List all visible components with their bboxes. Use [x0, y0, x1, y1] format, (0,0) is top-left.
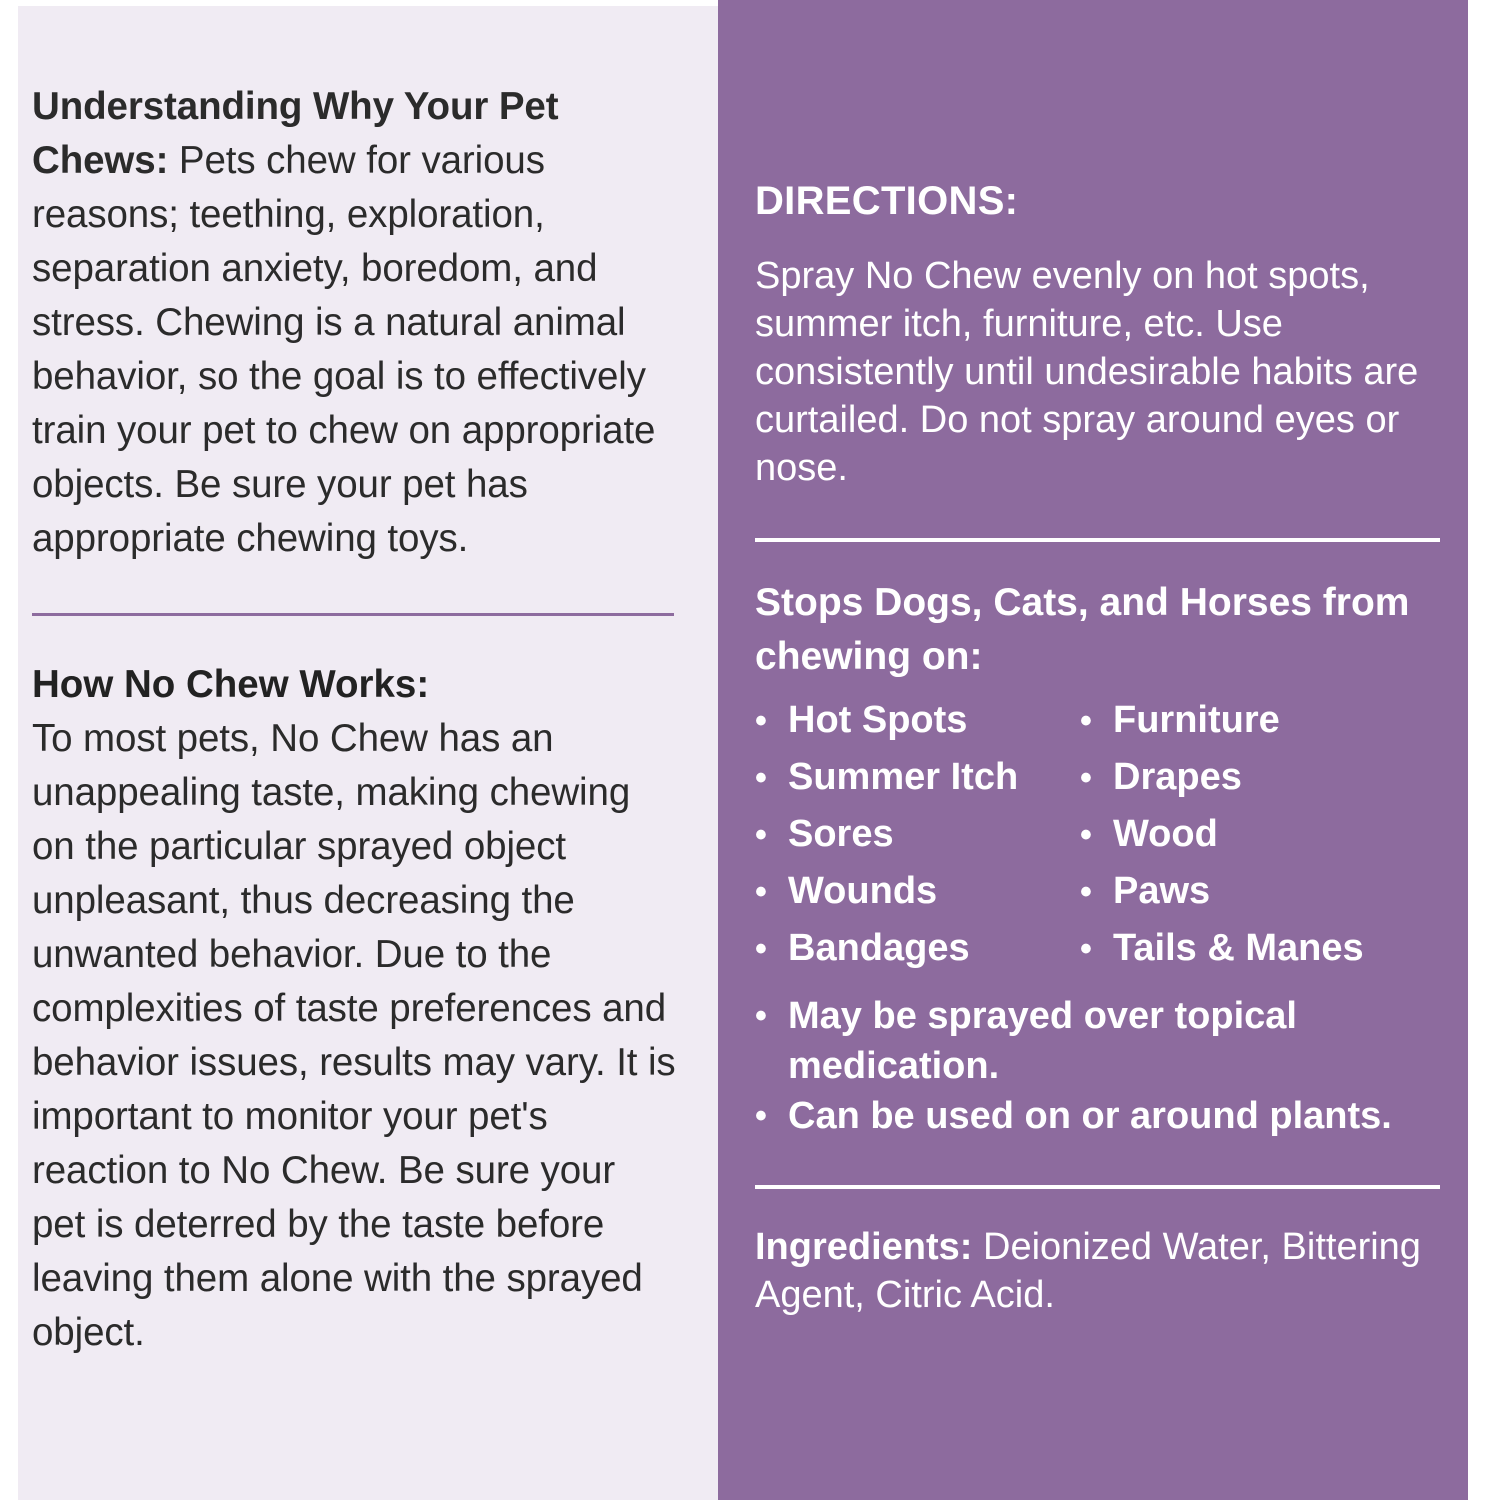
right-panel-divider-top: [755, 538, 1440, 542]
understanding-why-pet-chews-body: Pets chew for various reasons; teething, exploration, separation anxiety, boredom, and stress. Chewing is a natural animal behavior, so the goal is to effectively train your pet to chew on appropriate objects. Be sure your pet has appropriate chewing toys.: [32, 139, 656, 560]
understanding-why-pet-chews-paragraph: [32, 80, 677, 566]
stops-bullet-column-right: [1080, 692, 1430, 977]
understanding-why-pet-chews-heading: Understanding Why Your Pet Chews:: [32, 85, 559, 182]
left-info-panel: [18, 6, 718, 1500]
bullet-label: Bandages: [788, 927, 970, 969]
bullet-label: Tails & Manes: [1113, 927, 1364, 969]
directions-body: Spray No Chew evenly on hot spots, summer itch, furniture, etc. Use consistently until undesirable habits are curtailed. Do not spray around eyes or nose.: [755, 255, 1419, 489]
how-no-chew-works-heading: How No Chew Works:: [32, 663, 430, 706]
bullet-label: Sores: [788, 813, 894, 855]
right-directions-panel: [718, 0, 1468, 1500]
additional-usage-bullets: [755, 991, 1438, 1141]
list-item: [755, 920, 1080, 977]
stops-bullet-column-left: [755, 692, 1080, 977]
bullet-icon: •: [755, 702, 767, 740]
list-item: [1080, 863, 1430, 920]
list-item: [755, 863, 1080, 920]
list-item: [755, 1091, 1438, 1141]
ingredients-label: Ingredients:: [755, 1226, 973, 1268]
how-no-chew-works-body: To most pets, No Chew has an unappealing taste, making chewing on the particular sprayed object unpleasant, thus decreasing the unwanted behavior. Due to the complexities of taste preferences and behavior issues, results may vary. It is important to monitor your pet's reaction to No Chew. Be sure your pet is deterred by the taste before leaving them alone with the sprayed object.: [32, 717, 676, 1354]
bullet-label: Drapes: [1113, 756, 1242, 798]
left-panel-content: [32, 80, 677, 1360]
bullet-label: Hot Spots: [788, 699, 968, 741]
directions-heading: DIRECTIONS:: [755, 179, 1019, 223]
bullet-icon: •: [755, 816, 767, 854]
bullet-label: Wounds: [788, 870, 938, 912]
bullet-icon: •: [1080, 702, 1092, 740]
bullet-icon: •: [1080, 873, 1092, 911]
bullet-label: Paws: [1113, 870, 1211, 912]
bullet-icon: •: [1080, 759, 1092, 797]
list-item: [1080, 920, 1430, 977]
stops-chewing-bullet-columns: [755, 692, 1438, 977]
list-item: [755, 991, 1438, 1091]
bullet-icon: •: [1080, 816, 1092, 854]
right-panel-divider-bottom: [755, 1185, 1440, 1189]
list-item: [1080, 749, 1430, 806]
bullet-label: Wood: [1113, 813, 1218, 855]
bullet-label: Summer Itch: [788, 756, 1019, 798]
bullet-label: Can be used on or around plants.: [788, 1095, 1392, 1137]
list-item: [1080, 692, 1430, 749]
bullet-label: Furniture: [1113, 699, 1280, 741]
bullet-icon: •: [755, 873, 767, 911]
bullet-icon: •: [755, 759, 767, 797]
list-item: [755, 806, 1080, 863]
left-panel-divider: [32, 613, 674, 616]
list-item: [755, 749, 1080, 806]
bullet-icon: •: [1080, 930, 1092, 968]
bullet-icon: •: [755, 1097, 767, 1135]
bullet-label: May be sprayed over topical medication.: [788, 995, 1297, 1087]
stops-chewing-heading: Stops Dogs, Cats, and Horses from chewing on:: [755, 581, 1410, 678]
bullet-icon: •: [755, 997, 767, 1035]
list-item: [1080, 806, 1430, 863]
ingredients-value: Deionized Water, Bittering Agent, Citric Acid.: [755, 1226, 1421, 1316]
ingredients-paragraph: [755, 1223, 1438, 1319]
list-item: [755, 692, 1080, 749]
bullet-icon: •: [755, 930, 767, 968]
